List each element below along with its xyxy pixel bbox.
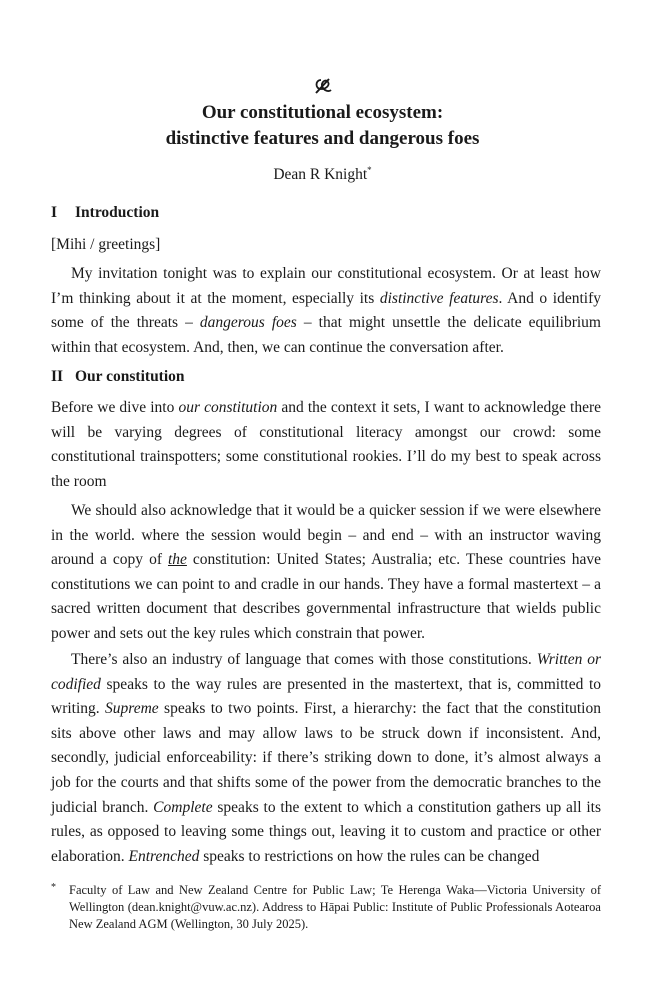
emphasis-text: dangerous foes <box>199 314 297 332</box>
text-run: There’s also an industry of language that comes with those constitutions. <box>71 651 537 668</box>
emphasis-text: Complete <box>153 798 213 816</box>
text-run: speaks to the way rules are presented in the mastertext, that is, committed to writing. <box>51 675 601 718</box>
text-run: and the context it sets, I want to acknowledge there will be varying degrees of constitutional literacy amongst our crowd: some constitutional trainspotters; some constitutional rookies. I’ll do my best to speak across the room <box>51 399 601 490</box>
paragraph-acknowledge <box>51 499 601 647</box>
footnote-mark: * <box>51 882 56 893</box>
emphasis-text: the <box>167 551 187 569</box>
logo <box>0 76 645 101</box>
section-number: I <box>51 204 58 221</box>
text-run: speaks to restrictions on how the rules can be changed <box>199 847 540 865</box>
paragraph-text: [Mihi / greetings] <box>51 236 161 253</box>
text-run: My invitation tonight was to explain our constitutional ecosystem. Or at least how I’m thinking about it at the moment, especially its <box>51 265 601 307</box>
author-line <box>0 160 645 185</box>
emphasis-text: Supreme <box>105 700 159 718</box>
text-run: – that might unsettle the delicate equilibrium within that ecosystem. And, then, we can continue the conversation after. <box>51 314 601 356</box>
emphasis-text: distinctive features <box>379 289 499 307</box>
paragraph-mihi <box>51 233 601 258</box>
paragraph-invitation <box>51 262 601 360</box>
footnote <box>51 882 601 933</box>
footnote-text: Faculty of Law and New Zealand Centre for Public Law; Te Herenga Waka—Victoria University of Wellington (dean.knight@vuw.ac.nz). Address to Hāpai Public: Institute of Public Professionals Aotearoa New Zealand AGM (Wellington, 30 July 2025). <box>69 883 601 931</box>
text-run: We should also acknowledge that it would be a quicker session if we were elsewhere in the world. where the session would begin – and end – with an instructor waving around a copy of <box>51 502 601 569</box>
paragraph-industry-of-language <box>51 648 601 869</box>
author-footnote-mark: * <box>367 165 372 175</box>
text-run: . And o identify some of the threats – <box>51 289 601 332</box>
title-line-1: Our constitutional ecosystem: <box>201 102 444 123</box>
document-title <box>0 100 645 152</box>
text-run: speaks to the extent to which a constitution gathers up all its rules, as opposed to leaving some things out, leaving it to custom and practice or other elaboration. <box>51 798 602 865</box>
emphasis-text: our constitution <box>178 399 278 416</box>
title-line-2: distinctive features and dangerous foes <box>165 128 480 149</box>
section-title: Introduction <box>75 204 160 221</box>
emphasis-text: Written or codified <box>51 651 601 693</box>
text-run: speaks to two points. First, a hierarchy: the fact that the constitution sits above other laws and may allow laws to be struck down if inconsistent. And, secondly, judicial enforceability: if there’s striking down to done, it’s almost always a job for the courts and that shifts some of the power from the democratic branches to the judicial branch. <box>51 700 601 816</box>
author-name: Dean R Knight <box>273 166 368 184</box>
emphasis-text: Entrenched <box>128 847 200 865</box>
text-run: Before we dive into <box>51 399 179 416</box>
text-run: constitution: United States; Australia; etc. These countries have constitutions we can point to and cradle in our hands. They have a formal mastertext – a sacred written document that describes governmental infrastructure that wields public power and sets out the key rules which constrain that power. <box>51 551 601 642</box>
section-heading-introduction <box>51 203 159 223</box>
section-heading-our-constitution <box>51 367 185 387</box>
swirl-knot-icon <box>312 76 334 96</box>
section-number: II <box>51 368 64 385</box>
paragraph-before-we-dive <box>51 396 601 494</box>
section-title: Our constitution <box>75 368 185 385</box>
